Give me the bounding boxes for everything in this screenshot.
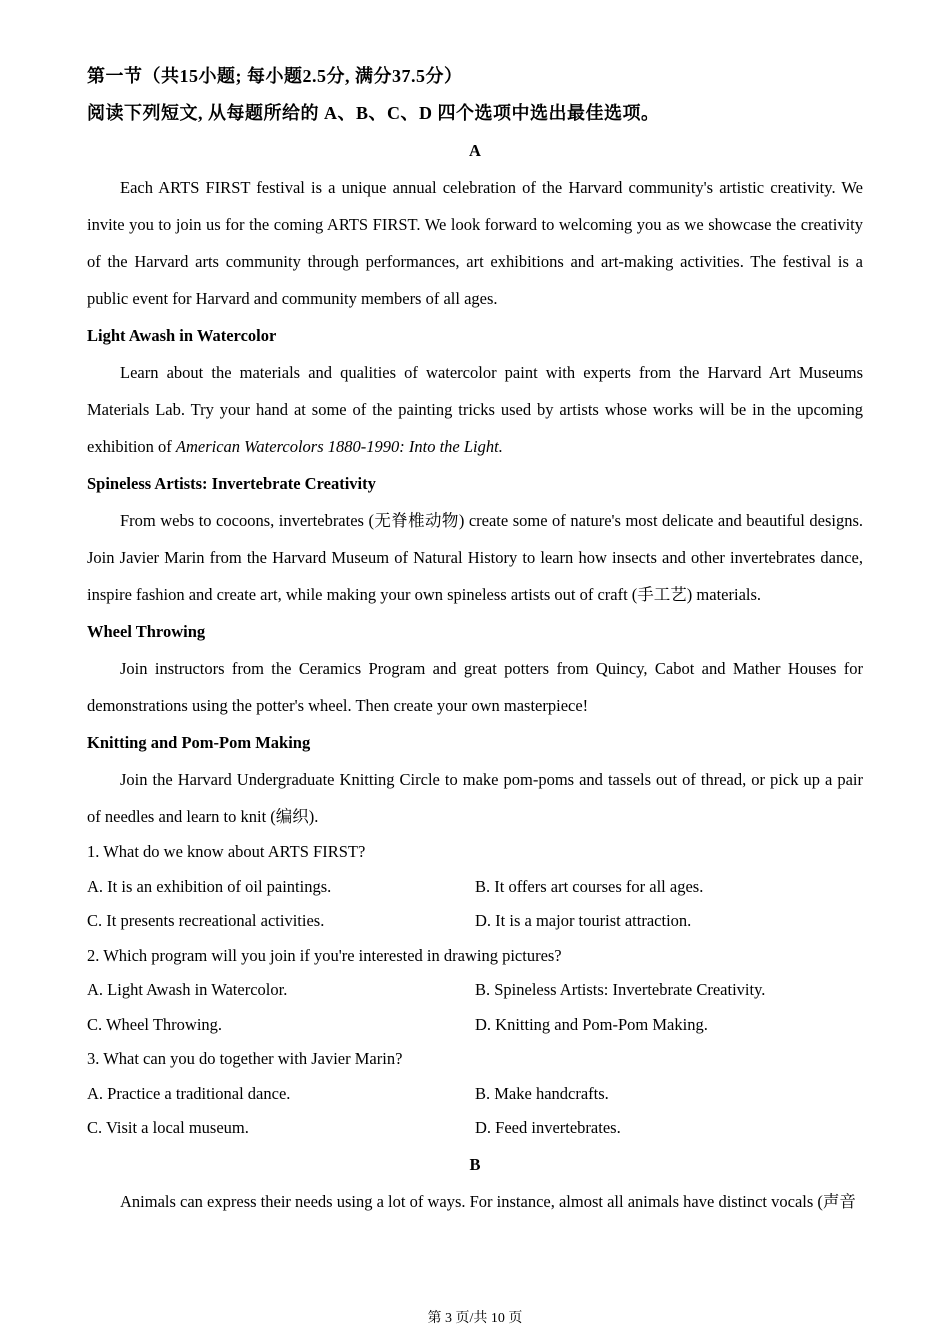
program-2-title: Spineless Artists: Invertebrate Creativity (87, 474, 376, 493)
program-1-title: Light Awash in Watercolor (87, 326, 277, 345)
page-number-footer: 第 3 页/共 10 页 (427, 1311, 523, 1326)
question-2-option-a: A. Light Awash in Watercolor. (87, 980, 288, 999)
question-1-option-d: D. It is a major tourist attraction. (475, 911, 692, 930)
program-1-body-text: Learn about the materials and qualities of watercolor paint with experts from the Harvard Art Museums Materials Lab. Try your hand at some of the painting tricks used by artists whose works will be in the upcoming exhibition of (87, 363, 863, 456)
question-2-options (87, 973, 863, 1042)
question-3-option-c: C. Visit a local museum. (87, 1118, 249, 1137)
exhibition-title-italic: American Watercolors 1880-1990: Into the Light. (175, 437, 503, 456)
section-header-line1: 第一节（共15小题; 每小题2.5分, 满分37.5分） (87, 66, 463, 86)
question-3-option-d: D. Feed invertebrates. (475, 1118, 621, 1137)
question-3-stem: 3. What can you do together with Javier Marin? (87, 1049, 403, 1068)
program-2-body: From webs to cocoons, invertebrates (无脊椎动物) create some of nature's most delicate and beautiful designs. Join Javier Marin from the Harvard Museum of Natural History to learn how insects and other invertebrates dance, inspire fashion and create art, while making your own spineless artists out of craft (手工艺) materials. (87, 511, 863, 604)
question-2-option-d: D. Knitting and Pom-Pom Making. (475, 1014, 708, 1034)
program-1-body (87, 354, 863, 465)
passage-b-label: B (469, 1154, 481, 1174)
question-2-option-c: C. Wheel Throwing. (87, 1014, 223, 1034)
passage-a-intro: Each ARTS FIRST festival is a unique annual celebration of the Harvard community's artistic creativity. We invite you to join us for the coming ARTS FIRST. We look forward to welcoming you as we showcase the creativity of the Harvard arts community through performances, art exhibitions and art-making activities. The festival is a public event for Harvard and community members of all ages. (87, 178, 863, 308)
program-4-body: Join the Harvard Undergraduate Knitting Circle to make pom-poms and tassels out of thread, or pick up a pair of needles and learn to knit (编织). (87, 770, 863, 826)
question-2-option-b: B. Spineless Artists: Invertebrate Creativity. (475, 980, 766, 999)
passage-a-label: A (469, 141, 481, 160)
program-4-title: Knitting and Pom-Pom Making (87, 733, 311, 752)
question-3-option-a: A. Practice a traditional dance. (87, 1083, 291, 1103)
question-1-option-a: A. It is an exhibition of oil paintings. (87, 876, 332, 896)
question-3 (87, 1042, 863, 1146)
question-2-stem: 2. Which program will you join if you're interested in drawing pictures? (87, 945, 562, 965)
question-1-option-c: C. It presents recreational activities. (87, 911, 325, 930)
passage-b-intro: Animals can express their needs using a lot of ways. For instance, almost all animals have distinct vocals (声音 (120, 1191, 856, 1211)
question-3-option-b: B. Make handcrafts. (475, 1083, 609, 1103)
question-3-options (87, 1077, 863, 1146)
program-3-title: Wheel Throwing (87, 622, 206, 641)
question-1-option-b: B. It offers art courses for all ages. (475, 876, 704, 896)
question-1 (87, 835, 863, 939)
question-1-stem: 1. What do we know about ARTS FIRST? (87, 842, 366, 861)
question-1-options (87, 870, 863, 939)
section-header-line2: 阅读下列短文, 从每题所给的 A、B、C、D 四个选项中选出最佳选项。 (87, 103, 660, 123)
program-3-body: Join instructors from the Ceramics Program and great potters from Quincy, Cabot and Mather Houses for demonstrations using the potter's wheel. Then create your own masterpiece! (87, 659, 863, 715)
question-2 (87, 939, 863, 1043)
